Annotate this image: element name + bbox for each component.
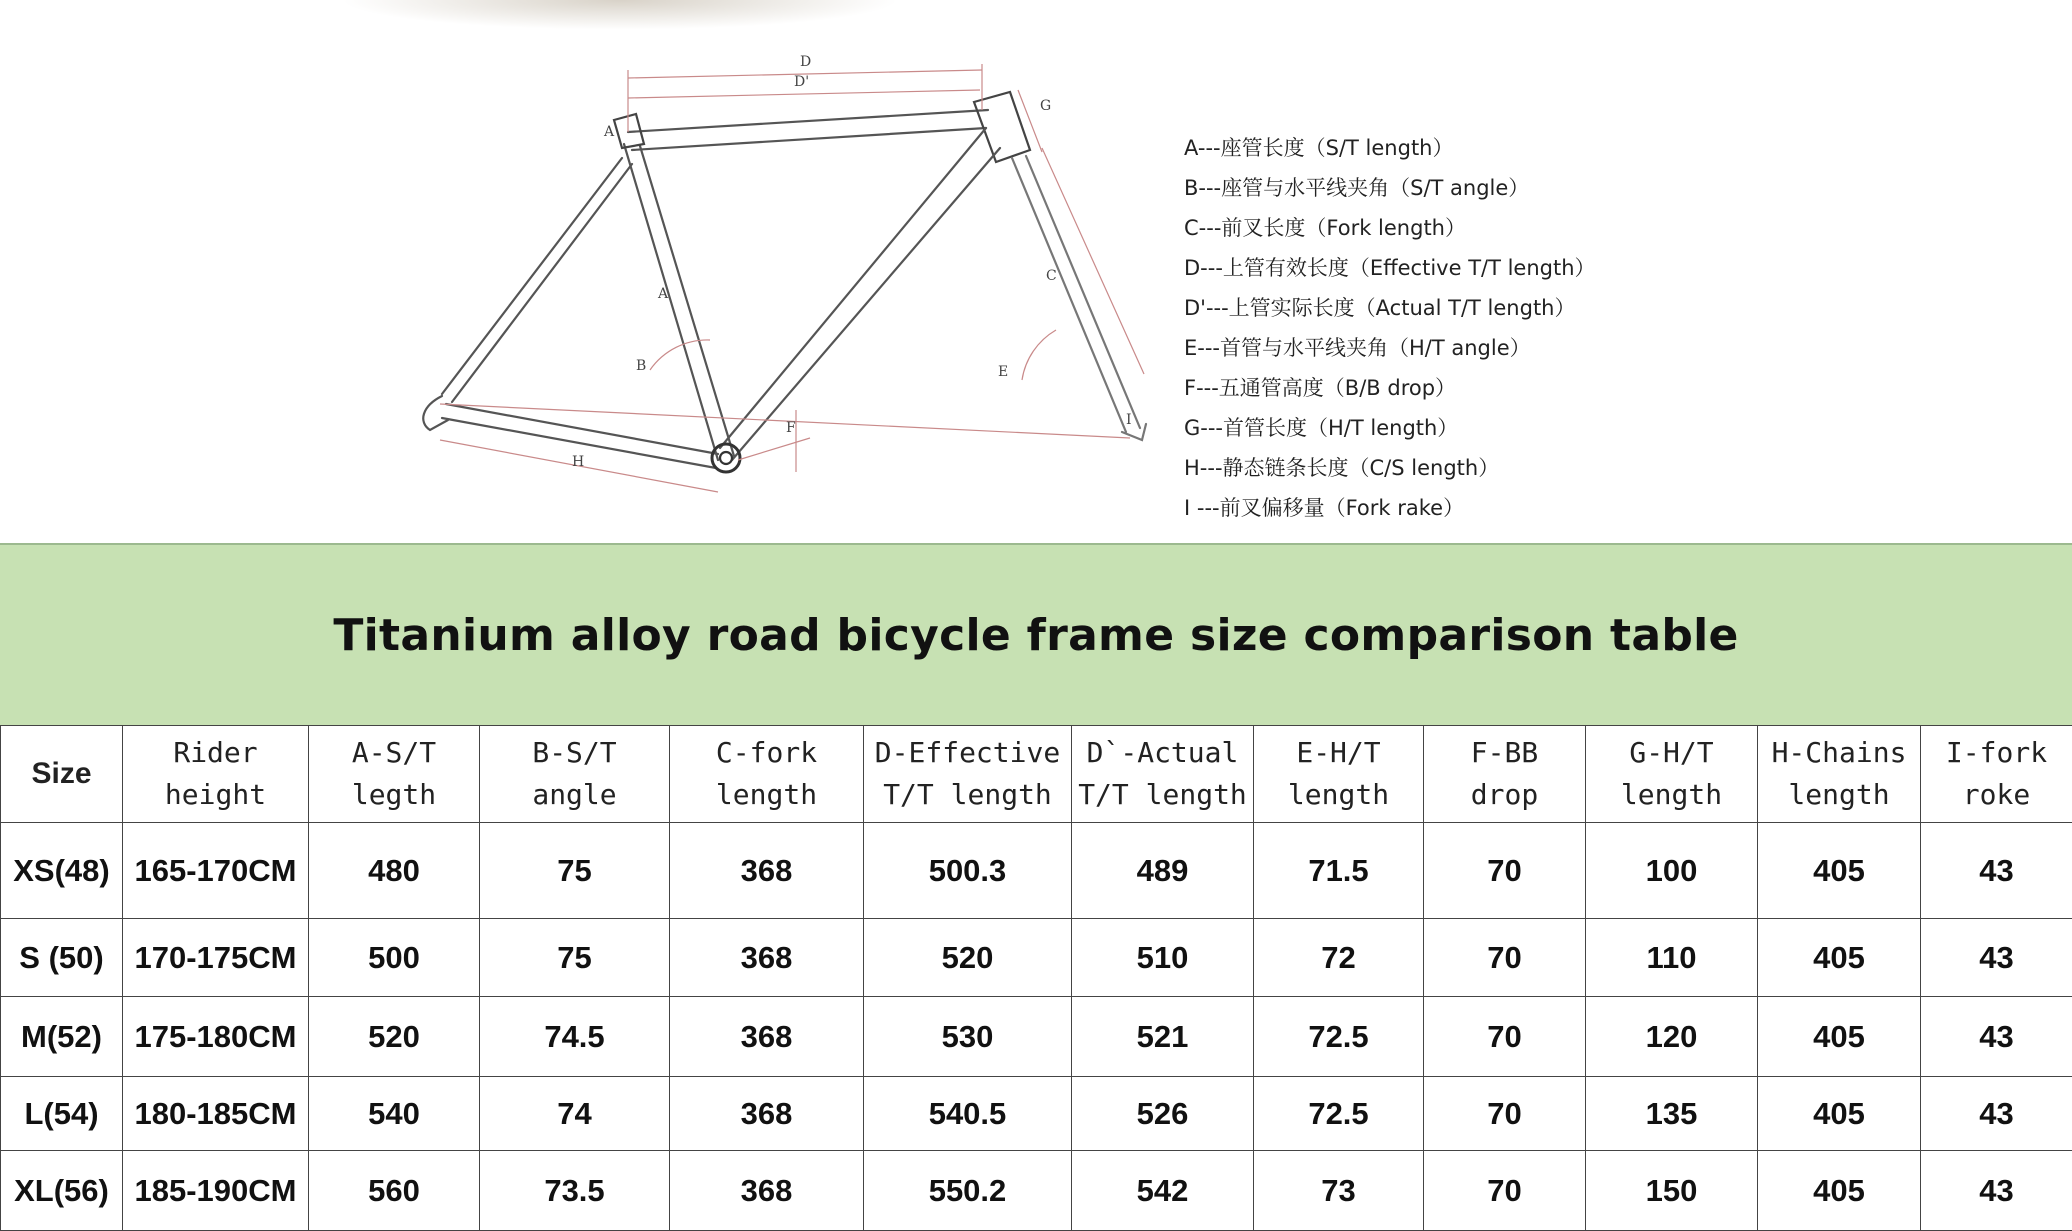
legend-item: D---上管有效长度（Effective T/T length）	[1184, 248, 1684, 288]
cell-fork-length: 368	[670, 1077, 864, 1151]
cell-chainstay: 405	[1758, 919, 1921, 997]
header-ht-length: G-H/T length	[1586, 726, 1758, 823]
header-actual-tt: D`-Actual T/T length	[1072, 726, 1254, 823]
cell-bb-drop: 70	[1424, 919, 1586, 997]
table-row	[1, 997, 2072, 1077]
label-a: A	[657, 286, 669, 302]
cell-actual-tt: 542	[1072, 1151, 1254, 1231]
header-st-angle: B-S/T angle	[480, 726, 670, 823]
cell-chainstay: 405	[1758, 1151, 1921, 1231]
cell-st-length: 480	[309, 823, 480, 919]
header-ht-angle: E-H/T length	[1254, 726, 1424, 823]
cell-ht-angle: 72.5	[1254, 1077, 1424, 1151]
cell-size: S (50)	[1, 919, 123, 997]
decorative-shadow	[340, 0, 900, 30]
cell-st-angle: 75	[480, 823, 670, 919]
header-st-length: A-S/T legth	[309, 726, 480, 823]
table-row	[1, 1077, 2072, 1151]
cell-actual-tt: 521	[1072, 997, 1254, 1077]
cell-rider-height: 175-180CM	[123, 997, 309, 1077]
label-e: E	[998, 364, 1008, 380]
cell-st-length: 560	[309, 1151, 480, 1231]
header-fork-length: C-fork length	[670, 726, 864, 823]
cell-bb-drop: 70	[1424, 1077, 1586, 1151]
header-effective-tt: D-Effective T/T length	[864, 726, 1072, 823]
cell-chainstay: 405	[1758, 823, 1921, 919]
label-d: D	[800, 54, 811, 70]
cell-actual-tt: 526	[1072, 1077, 1254, 1151]
geometry-legend	[1184, 128, 1684, 528]
table-body	[1, 823, 2072, 1231]
cell-size: L(54)	[1, 1077, 123, 1151]
cell-effective-tt: 530	[864, 997, 1072, 1077]
cell-fork-length: 368	[670, 919, 864, 997]
cell-fork-length: 368	[670, 1151, 864, 1231]
cell-effective-tt: 520	[864, 919, 1072, 997]
label-a-top: A	[603, 124, 615, 140]
cell-bb-drop: 70	[1424, 1151, 1586, 1231]
cell-rider-height: 180-185CM	[123, 1077, 309, 1151]
cell-st-length: 500	[309, 919, 480, 997]
cell-ht-length: 150	[1586, 1151, 1758, 1231]
cell-rider-height: 185-190CM	[123, 1151, 309, 1231]
cell-size: XS(48)	[1, 823, 123, 919]
cell-chainstay: 405	[1758, 1077, 1921, 1151]
cell-actual-tt: 510	[1072, 919, 1254, 997]
label-h: H	[572, 454, 584, 470]
cell-fork-rake: 43	[1921, 1151, 2072, 1231]
table-header-row	[1, 726, 2072, 823]
cell-size: XL(56)	[1, 1151, 123, 1231]
cell-ht-angle: 71.5	[1254, 823, 1424, 919]
table-row	[1, 919, 2072, 997]
label-g: G	[1040, 98, 1051, 114]
cell-st-angle: 75	[480, 919, 670, 997]
page-title: Titanium alloy road bicycle frame size comparison table	[333, 610, 1738, 661]
cell-fork-length: 368	[670, 823, 864, 919]
title-banner	[0, 545, 2072, 725]
table-row	[1, 823, 2072, 919]
cell-fork-length: 368	[670, 997, 864, 1077]
cell-fork-rake: 43	[1921, 919, 2072, 997]
legend-item: B---座管与水平线夹角（S/T angle）	[1184, 168, 1684, 208]
cell-st-angle: 73.5	[480, 1151, 670, 1231]
header-rider-height: Rider height	[123, 726, 309, 823]
bicycle-frame-diagram	[400, 40, 1160, 520]
legend-item: H---静态链条长度（C/S length）	[1184, 448, 1684, 488]
cell-fork-rake: 43	[1921, 997, 2072, 1077]
cell-ht-length: 120	[1586, 997, 1758, 1077]
cell-rider-height: 165-170CM	[123, 823, 309, 919]
header-chainstay: H-Chains length	[1758, 726, 1921, 823]
cell-st-angle: 74.5	[480, 997, 670, 1077]
cell-st-length: 520	[309, 997, 480, 1077]
header-bb-drop: F-BB drop	[1424, 726, 1586, 823]
legend-item: D'---上管实际长度（Actual T/T length）	[1184, 288, 1684, 328]
header-fork-rake: I-fork roke	[1921, 726, 2072, 823]
cell-ht-angle: 73	[1254, 1151, 1424, 1231]
cell-bb-drop: 70	[1424, 997, 1586, 1077]
label-c: C	[1046, 268, 1057, 284]
legend-item: F---五通管高度（B/B drop）	[1184, 368, 1684, 408]
cell-ht-angle: 72.5	[1254, 997, 1424, 1077]
cell-chainstay: 405	[1758, 997, 1921, 1077]
legend-item: A---座管长度（S/T length）	[1184, 128, 1684, 168]
frame-geometry-section	[0, 0, 2072, 545]
cell-ht-length: 100	[1586, 823, 1758, 919]
cell-ht-length: 135	[1586, 1077, 1758, 1151]
legend-item: C---前叉长度（Fork length）	[1184, 208, 1684, 248]
cell-st-angle: 74	[480, 1077, 670, 1151]
size-comparison-table	[0, 725, 2072, 1231]
label-i: I	[1126, 412, 1132, 428]
label-b: B	[636, 358, 646, 374]
cell-ht-length: 110	[1586, 919, 1758, 997]
cell-fork-rake: 43	[1921, 1077, 2072, 1151]
cell-bb-drop: 70	[1424, 823, 1586, 919]
label-f: F	[786, 420, 796, 436]
cell-size: M(52)	[1, 997, 123, 1077]
cell-rider-height: 170-175CM	[123, 919, 309, 997]
label-d-prime: D'	[794, 74, 809, 90]
cell-effective-tt: 500.3	[864, 823, 1072, 919]
cell-st-length: 540	[309, 1077, 480, 1151]
cell-actual-tt: 489	[1072, 823, 1254, 919]
cell-effective-tt: 540.5	[864, 1077, 1072, 1151]
cell-fork-rake: 43	[1921, 823, 2072, 919]
header-size: Size	[1, 726, 123, 823]
legend-item: G---首管长度（H/T length）	[1184, 408, 1684, 448]
legend-item: E---首管与水平线夹角（H/T angle）	[1184, 328, 1684, 368]
cell-effective-tt: 550.2	[864, 1151, 1072, 1231]
legend-item: I ---前叉偏移量（Fork rake）	[1184, 488, 1684, 528]
cell-ht-angle: 72	[1254, 919, 1424, 997]
